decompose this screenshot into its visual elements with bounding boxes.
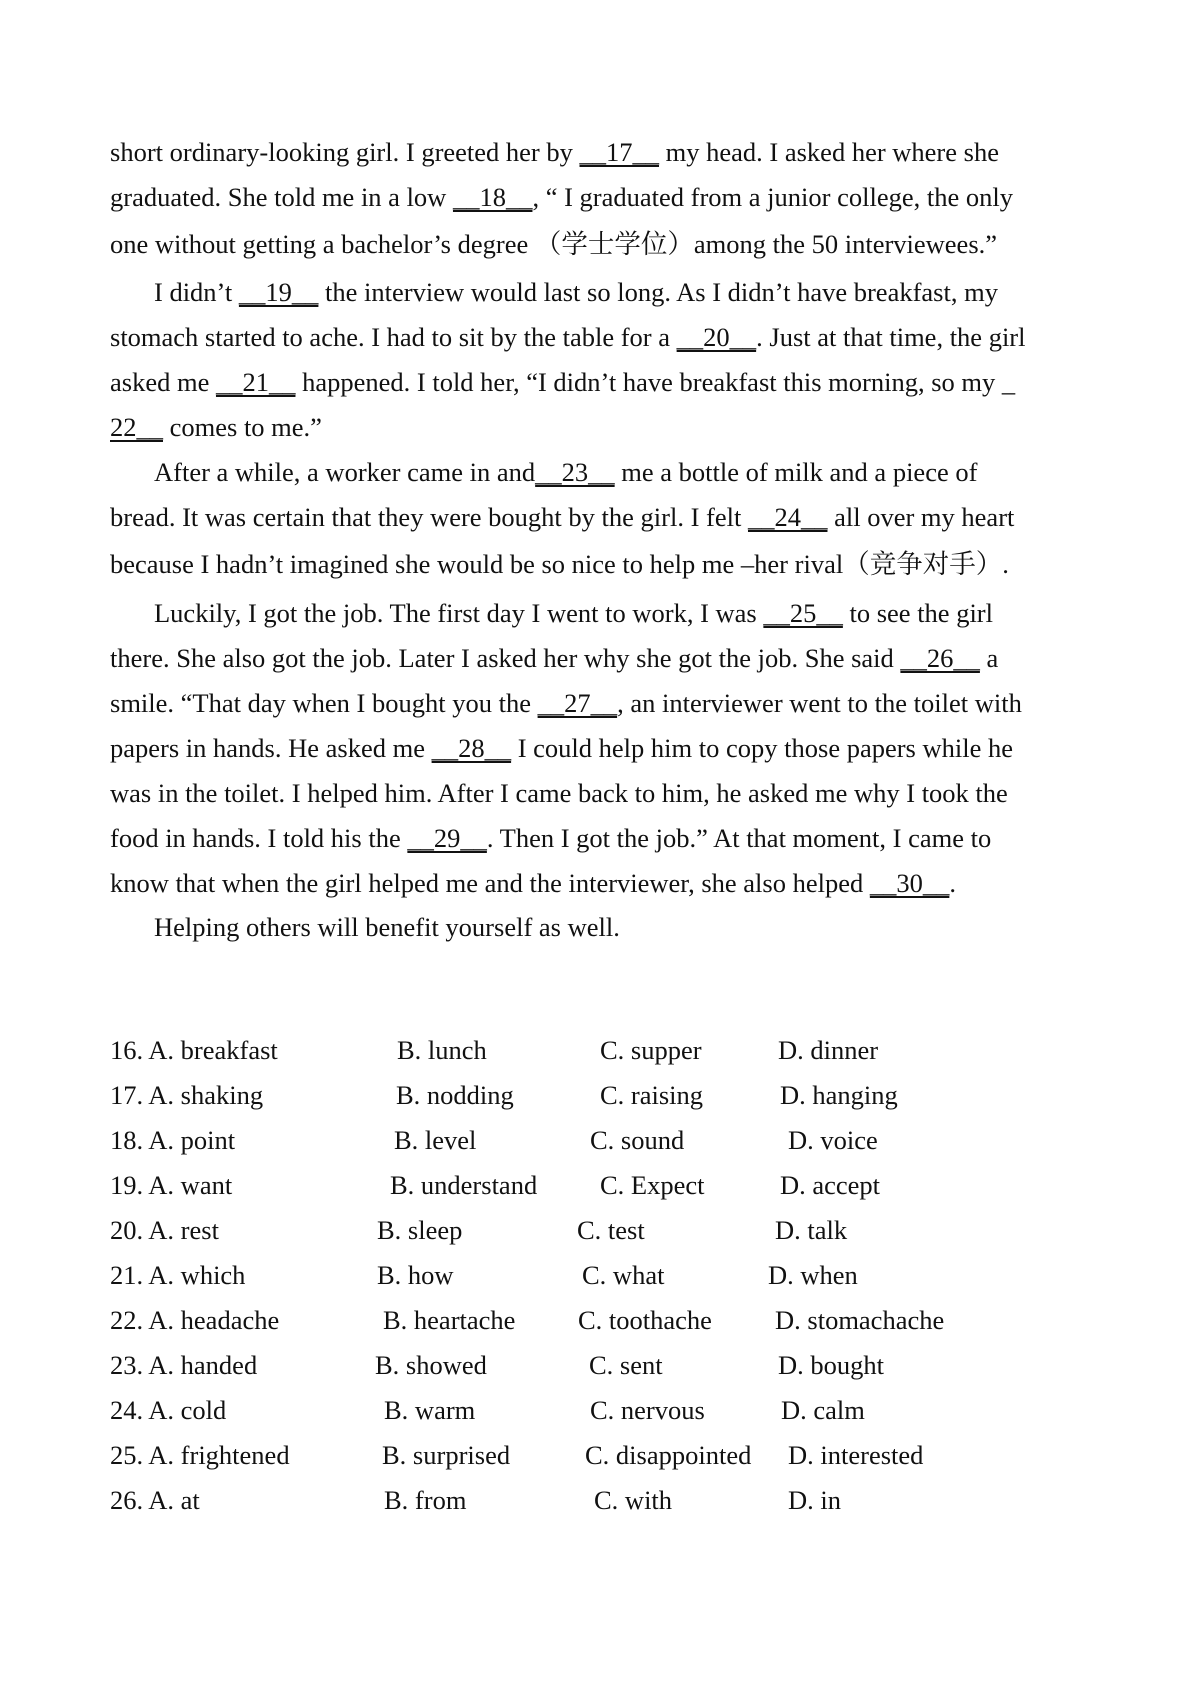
option-c: C. with <box>594 1485 673 1515</box>
passage-line <box>110 366 1015 398</box>
option-a: 24. A. cold <box>110 1395 227 1425</box>
passage-text: was in the toilet. I helped him. After I came back to him, he asked me why I took the <box>110 778 1008 808</box>
option-b: B. lunch <box>397 1035 487 1065</box>
option-b: B. showed <box>375 1350 487 1380</box>
passage-text: know that when the girl helped me and the interviewer, she also helped <box>110 868 870 898</box>
question-row <box>110 1079 1100 1111</box>
option-d: D. interested <box>788 1440 924 1470</box>
passage-line <box>154 597 993 629</box>
blank: __21__ <box>215 367 296 397</box>
passage-text: Luckily, I got the job. The first day I went to work, I was <box>154 598 764 628</box>
option-a: 18. A. point <box>110 1125 236 1155</box>
option-c: C. nervous <box>590 1395 705 1425</box>
option-c: C. supper <box>600 1035 702 1065</box>
option-d: D. when <box>768 1260 858 1290</box>
question-row <box>110 1124 1100 1156</box>
blank: __29__ <box>407 823 487 853</box>
passage-line <box>154 456 977 488</box>
option-c: C. sound <box>590 1125 685 1155</box>
passage-text: all over my heart <box>827 502 1015 532</box>
blank: __30__ <box>869 868 950 898</box>
passage-text: one without getting a bachelor’s degree （学士学位）among the 50 interviewees.” <box>110 229 998 259</box>
option-a: 21. A. which <box>110 1260 246 1290</box>
option-d: D. talk <box>775 1215 848 1245</box>
blank: 22__ <box>110 412 163 442</box>
question-row <box>110 1034 1100 1066</box>
passage-line <box>154 276 998 308</box>
passage-text: After a while, a worker came in and <box>154 457 536 487</box>
option-c: C. Expect <box>600 1170 705 1200</box>
passage-line <box>110 411 322 443</box>
passage-text: I could help him to copy those papers while he <box>511 733 1014 763</box>
passage-line <box>110 642 998 674</box>
passage-text: food in hands. I told his the <box>110 823 408 853</box>
option-b: B. sleep <box>377 1215 463 1245</box>
blank: __17__ <box>579 137 660 167</box>
passage-text: short ordinary-looking girl. I greeted her by <box>110 137 580 167</box>
option-a: 16. A. breakfast <box>110 1035 278 1065</box>
option-c: C. what <box>582 1260 665 1290</box>
blank: __28__ <box>431 733 512 763</box>
passage-text: stomach started to ache. I had to sit by the table for a <box>110 322 677 352</box>
blank: __25__ <box>763 598 843 628</box>
passage-text: my head. I asked her where she <box>659 137 999 167</box>
blank: __26__ <box>900 643 980 673</box>
blank: __20__ <box>676 322 757 352</box>
blank: __27__ <box>537 688 618 718</box>
option-b: B. understand <box>390 1170 538 1200</box>
option-b: B. level <box>394 1125 477 1155</box>
option-c: C. toothache <box>578 1305 712 1335</box>
blank: __19__ <box>238 277 319 307</box>
passage-line <box>110 321 1026 353</box>
passage-text: bread. It was certain that they were bought by the girl. I felt <box>110 502 748 532</box>
passage-text: papers in hands. He asked me <box>110 733 432 763</box>
question-row <box>110 1169 1100 1201</box>
option-b: B. from <box>384 1485 467 1515</box>
option-c: C. test <box>577 1215 645 1245</box>
passage-line <box>110 777 1008 809</box>
option-a: 20. A. rest <box>110 1215 219 1245</box>
passage-line <box>154 911 620 943</box>
option-a: 25. A. frightened <box>110 1440 290 1470</box>
question-row <box>110 1484 1100 1516</box>
passage-line <box>110 136 999 168</box>
option-d: D. calm <box>781 1395 865 1425</box>
option-b: B. how <box>377 1260 454 1290</box>
question-row <box>110 1439 1100 1471</box>
option-c: C. disappointed <box>585 1440 752 1470</box>
passage-line <box>110 732 1013 764</box>
passage-text: to see the girl <box>842 598 993 628</box>
option-d: D. bought <box>778 1350 884 1380</box>
question-row <box>110 1259 1100 1291</box>
question-row <box>110 1304 1100 1336</box>
option-d: D. dinner <box>778 1035 879 1065</box>
option-b: B. heartache <box>383 1305 516 1335</box>
passage-text: because I hadn’t imagined she would be so nice to help me –her rival（竞争对手）. <box>110 549 1009 579</box>
passage-text: . Just at that time, the girl <box>756 322 1026 352</box>
passage-text: comes to me.” <box>163 412 322 442</box>
option-a: 19. A. want <box>110 1170 233 1200</box>
option-c: C. sent <box>589 1350 663 1380</box>
passage-text: , an interviewer went to the toilet with <box>617 688 1022 718</box>
question-row <box>110 1214 1100 1246</box>
blank: __24__ <box>747 502 828 532</box>
option-d: D. in <box>788 1485 841 1515</box>
passage-text: , “ I graduated from a junior college, the only <box>532 182 1013 212</box>
question-row <box>110 1349 1100 1381</box>
passage-line <box>110 687 1022 719</box>
passage-text: smile. “That day when I bought you the <box>110 688 538 718</box>
passage-text: happened. I told her, “I didn’t have breakfast this morning, so my _ <box>295 367 1016 397</box>
passage-line <box>110 822 991 854</box>
option-b: B. nodding <box>396 1080 514 1110</box>
passage-line <box>110 181 1013 213</box>
passage-text: the interview would last so long. As I didn’t have breakfast, my <box>318 277 998 307</box>
passage-line <box>110 867 956 899</box>
passage-text: a <box>979 643 999 673</box>
passage-text: . Then I got the job.” At that moment, I came to <box>486 823 992 853</box>
option-d: D. hanging <box>780 1080 898 1110</box>
option-b: B. surprised <box>382 1440 511 1470</box>
option-d: D. accept <box>780 1170 881 1200</box>
passage-text: Helping others will benefit yourself as well. <box>154 912 620 942</box>
passage-text: graduated. She told me in a low <box>110 182 453 212</box>
question-row <box>110 1394 1100 1426</box>
passage-text: . <box>949 868 956 898</box>
passage-line <box>110 548 1009 580</box>
option-a: 26. A. at <box>110 1485 200 1515</box>
blank: __18__ <box>452 182 533 212</box>
blank: __23__ <box>535 457 615 487</box>
option-d: D. stomachache <box>775 1305 945 1335</box>
option-c: C. raising <box>600 1080 704 1110</box>
passage-text: me a bottle of milk and a piece of <box>614 457 978 487</box>
passage-text: there. She also got the job. Later I asked her why she got the job. She said <box>110 643 901 673</box>
option-a: 23. A. handed <box>110 1350 258 1380</box>
passage-line <box>110 501 1014 533</box>
passage-line <box>110 228 997 260</box>
option-b: B. warm <box>384 1395 476 1425</box>
passage-text: asked me <box>110 367 216 397</box>
passage-text: I didn’t <box>154 277 239 307</box>
option-a: 22. A. headache <box>110 1305 280 1335</box>
option-d: D. voice <box>788 1125 878 1155</box>
option-a: 17. A. shaking <box>110 1080 264 1110</box>
